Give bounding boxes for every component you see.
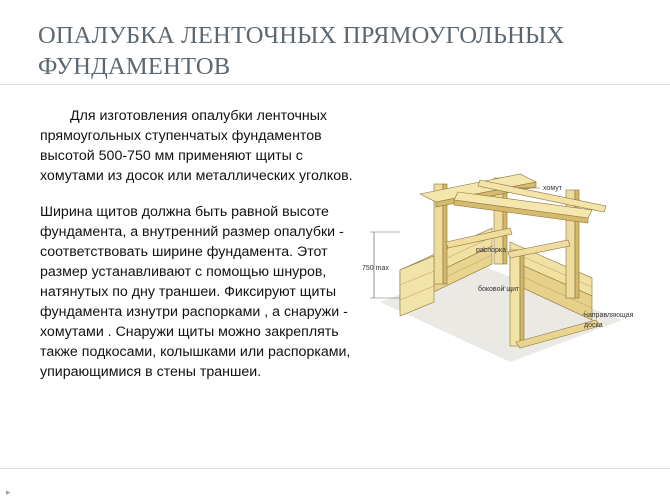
label-strut: распорка xyxy=(476,247,506,254)
label-side-panel: боковой щит xyxy=(478,286,520,293)
label-clamp: хомут xyxy=(543,185,562,192)
slide-title: ОПАЛУБКА ЛЕНТОЧНЫХ ПРЯМОУГОЛЬНЫХ ФУНДАМЕНТОВ xyxy=(38,22,565,80)
paragraph-1: Для изготовления опалубки ленточных прямоугольных ступенчатых фундаментов высотой 500-750 мм применяют щиты с хомутами из досок или металлических уголков. xyxy=(40,108,353,184)
title-divider xyxy=(0,84,670,85)
body-text xyxy=(40,106,360,382)
slide-corner-arrow-icon: ▸ xyxy=(6,487,11,497)
label-guide-board-1: направляющая xyxy=(584,312,634,319)
bottom-divider xyxy=(0,468,670,469)
label-height: 750 max xyxy=(362,265,389,272)
paragraph-2: Ширина щитов должна быть равной высоте фундамента, а внутренний размер опалубки - соответствовать ширине фундамента. Этот размер устанавливают с помощью шнуров, натянутых по дну траншеи. Фиксируют щиты фундамента изнутри распорками , а снаружи - хомутами . Снаружи щиты можно закреплять также подкосами, колышками или распорками, упирающимися в стены траншеи. xyxy=(40,204,351,380)
label-guide-board-2: доска xyxy=(584,322,603,329)
height-dimension xyxy=(362,232,400,298)
formwork-diagram xyxy=(360,170,634,370)
